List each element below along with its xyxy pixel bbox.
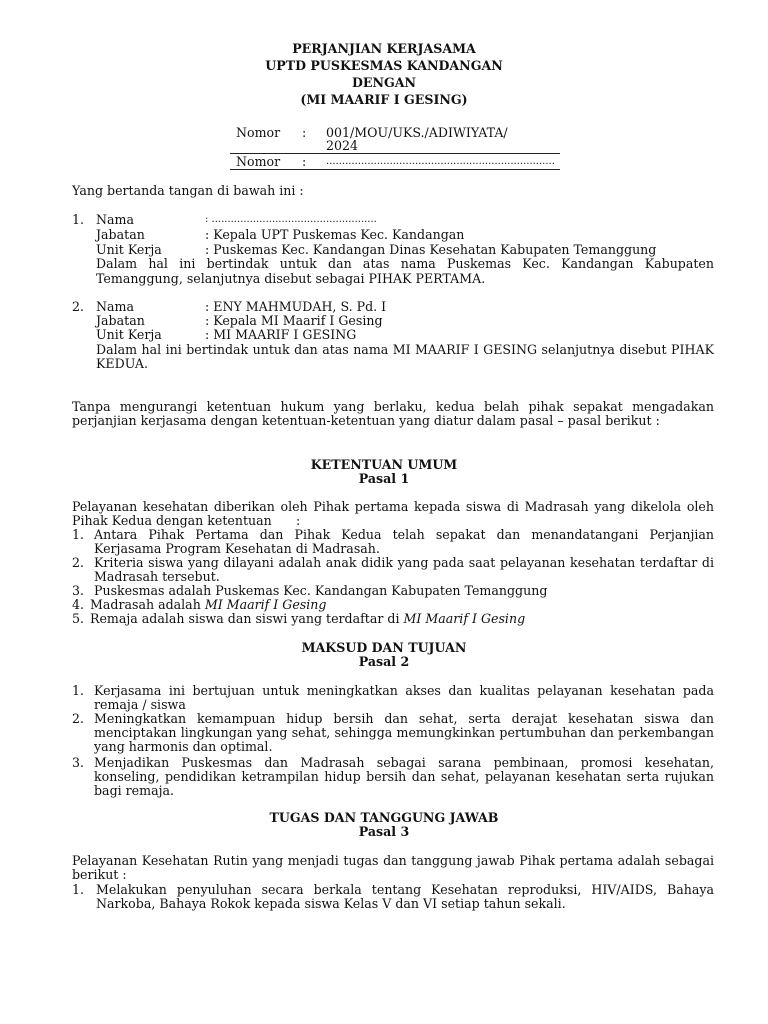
list-item-text: Meningkatkan kemampuan hidup bersih dan sehat, serta derajat kesehatan siswa dan menciptakan lingkungan yang sehat, sehingga memungkinkan pertumbuhan dan perkembangan yang harmonis dan optimal.	[94, 711, 714, 754]
party2-desc-line2: KEDUA.	[96, 356, 149, 371]
list-number: 4.	[72, 597, 85, 612]
doc-title-line1: PERJANJIAN KERJASAMA	[292, 41, 476, 56]
section1-item-1	[72, 528, 714, 556]
list-item-text-plain: Remaja adalah siswa dan siswi yang terdaftar di	[90, 611, 404, 626]
party2-unit-label: Unit Kerja	[96, 327, 162, 342]
party1-number: 1.	[72, 212, 85, 227]
party2-number: 2.	[72, 299, 85, 314]
list-item-text: Kerjasama ini bertujuan untuk meningkatkan akses dan kualitas pelayanan kesehatan pada remaja / siswa	[94, 683, 714, 712]
list-item-text: Menjadikan Puskesmas dan Madrasah sebagai sarana pembinaan, promosi kesehatan, konseling, pendidikan ketrampilan hidup bersih dan sehat, pelayanan kesehatan serta rujukan bagi remaja.	[94, 755, 714, 798]
list-item-text: Puskesmas adalah Puskemas Kec. Kandangan Kabupaten Temanggung	[94, 583, 548, 598]
section1-item-2	[72, 556, 714, 584]
party2-unit-value: : MI MAARIF I GESING	[205, 327, 357, 342]
section3-pasal: Pasal 3	[358, 824, 410, 839]
party2-name-label: Nama	[96, 299, 134, 314]
section1-item-3	[72, 584, 714, 598]
party1-desc-line1: Dalam hal ini bertindak untuk dan atas nama Puskemas Kec. Kandangan Kabupaten	[96, 256, 714, 271]
party1-jabatan-label: Jabatan	[96, 227, 145, 242]
nomor-value-2: ........................................................................	[326, 156, 555, 167]
doc-title-line3: DENGAN	[351, 75, 417, 90]
section1-pasal: Pasal 1	[358, 471, 410, 486]
list-item-text: Melakukan penyuluhan secara berkala tentang Kesehatan reproduksi, HIV/AIDS, Bahaya Narkoba, Bahaya Rokok kepada siswa Kelas V dan VI setiap tahun sekali.	[96, 882, 714, 911]
section1-item-5	[72, 612, 714, 626]
doc-title-line4: (MI MAARIF I GESING)	[300, 92, 468, 107]
nomor-label-1: Nomor	[236, 125, 281, 140]
preamble-paragraph: Tanpa mengurangi ketentuan hukum yang berlaku, kedua belah pihak sepakat mengadakan perjanjian kerjasama dengan ketentuan-ketentuan yang diatur dalam pasal – pasal berikut :	[72, 399, 714, 428]
nomor-sep-1: :	[302, 125, 307, 140]
list-item-text-italic: MI Maarif I Gesing	[204, 597, 327, 612]
list-number: 3.	[72, 755, 85, 770]
section3-item-1	[72, 883, 714, 911]
section1-intro-line2: Pihak Kedua dengan ketentuan	[72, 513, 272, 528]
list-number: 1.	[72, 882, 85, 897]
list-number: 2.	[72, 711, 85, 726]
section1-title: KETENTUAN UMUM	[310, 457, 458, 472]
list-number: 1.	[72, 683, 85, 698]
nomor-sep-2: :	[302, 154, 307, 169]
list-number: 3.	[72, 583, 85, 598]
nomor-value-1b: 2024	[326, 138, 359, 153]
list-item-text: Antara Pihak Pertama dan Pihak Kedua telah sepakat dan menandatangani Perjanjian Kerjasama Program Kesehatan di Madrasah.	[94, 527, 714, 556]
section2-title: MAKSUD DAN TUJUAN	[301, 640, 467, 655]
section2-pasal: Pasal 2	[358, 654, 410, 669]
section2-item-3	[72, 756, 714, 798]
party2-desc-line1: Dalam hal ini bertindak untuk dan atas nama MI MAARIF I GESING selanjutnya disebut PIHAK	[96, 342, 714, 357]
party1-name-label: Nama	[96, 212, 134, 227]
section3-title: TUGAS DAN TANGGUNG JAWAB	[269, 810, 499, 825]
party1-jabatan-value: : Kepala UPT Puskemas Kec. Kandangan	[205, 227, 465, 242]
list-item-text	[90, 598, 714, 612]
list-number: 1.	[72, 527, 85, 542]
party1-desc-line2: Temanggung, selanjutnya disebut sebagai PIHAK PERTAMA.	[96, 271, 486, 286]
section1-item-4	[72, 598, 714, 612]
list-item-text-plain: Madrasah adalah	[90, 597, 205, 612]
party1-unit-value: : Puskemas Kec. Kandangan Dinas Kesehatan Kabupaten Temanggung	[205, 242, 657, 257]
list-item-text-italic: MI Maarif I Gesing	[403, 611, 526, 626]
party2-jabatan-value: : Kepala MI Maarif I Gesing	[205, 313, 383, 328]
party2-name-value: : ENY MAHMUDAH, S. Pd. I	[205, 299, 387, 314]
section3-intro: Pelayanan Kesehatan Rutin yang menjadi tugas dan tanggung jawab Pihak pertama adalah sebagai berikut :	[72, 853, 714, 882]
nomor-value-1a: 001/MOU/UKS./ADIWIYATA/	[326, 125, 508, 140]
section2-item-2	[72, 712, 714, 754]
section1-intro-colon: :	[296, 513, 301, 528]
party2-jabatan-label: Jabatan	[96, 313, 145, 328]
list-item-text	[90, 612, 714, 626]
list-item-text: Kriteria siswa yang dilayani adalah anak didik yang pada saat pelayanan kesehatan terdaftar di Madrasah tersebut.	[94, 555, 714, 584]
intro-text: Yang bertanda tangan di bawah ini :	[72, 183, 304, 198]
list-number: 2.	[72, 555, 85, 570]
party1-name-value: : ....................................................	[205, 214, 377, 225]
doc-title-line2: UPTD PUSKESMAS KANDANGAN	[265, 58, 503, 73]
list-number: 5.	[72, 611, 85, 626]
section1-intro-line1: Pelayanan kesehatan diberikan oleh Pihak pertama kepada siswa di Madrasah yang dikelola oleh	[72, 499, 714, 514]
party1-unit-label: Unit Kerja	[96, 242, 162, 257]
section2-item-1	[72, 684, 714, 712]
nomor-divider-bottom	[230, 169, 560, 170]
nomor-label-2: Nomor	[236, 154, 281, 169]
